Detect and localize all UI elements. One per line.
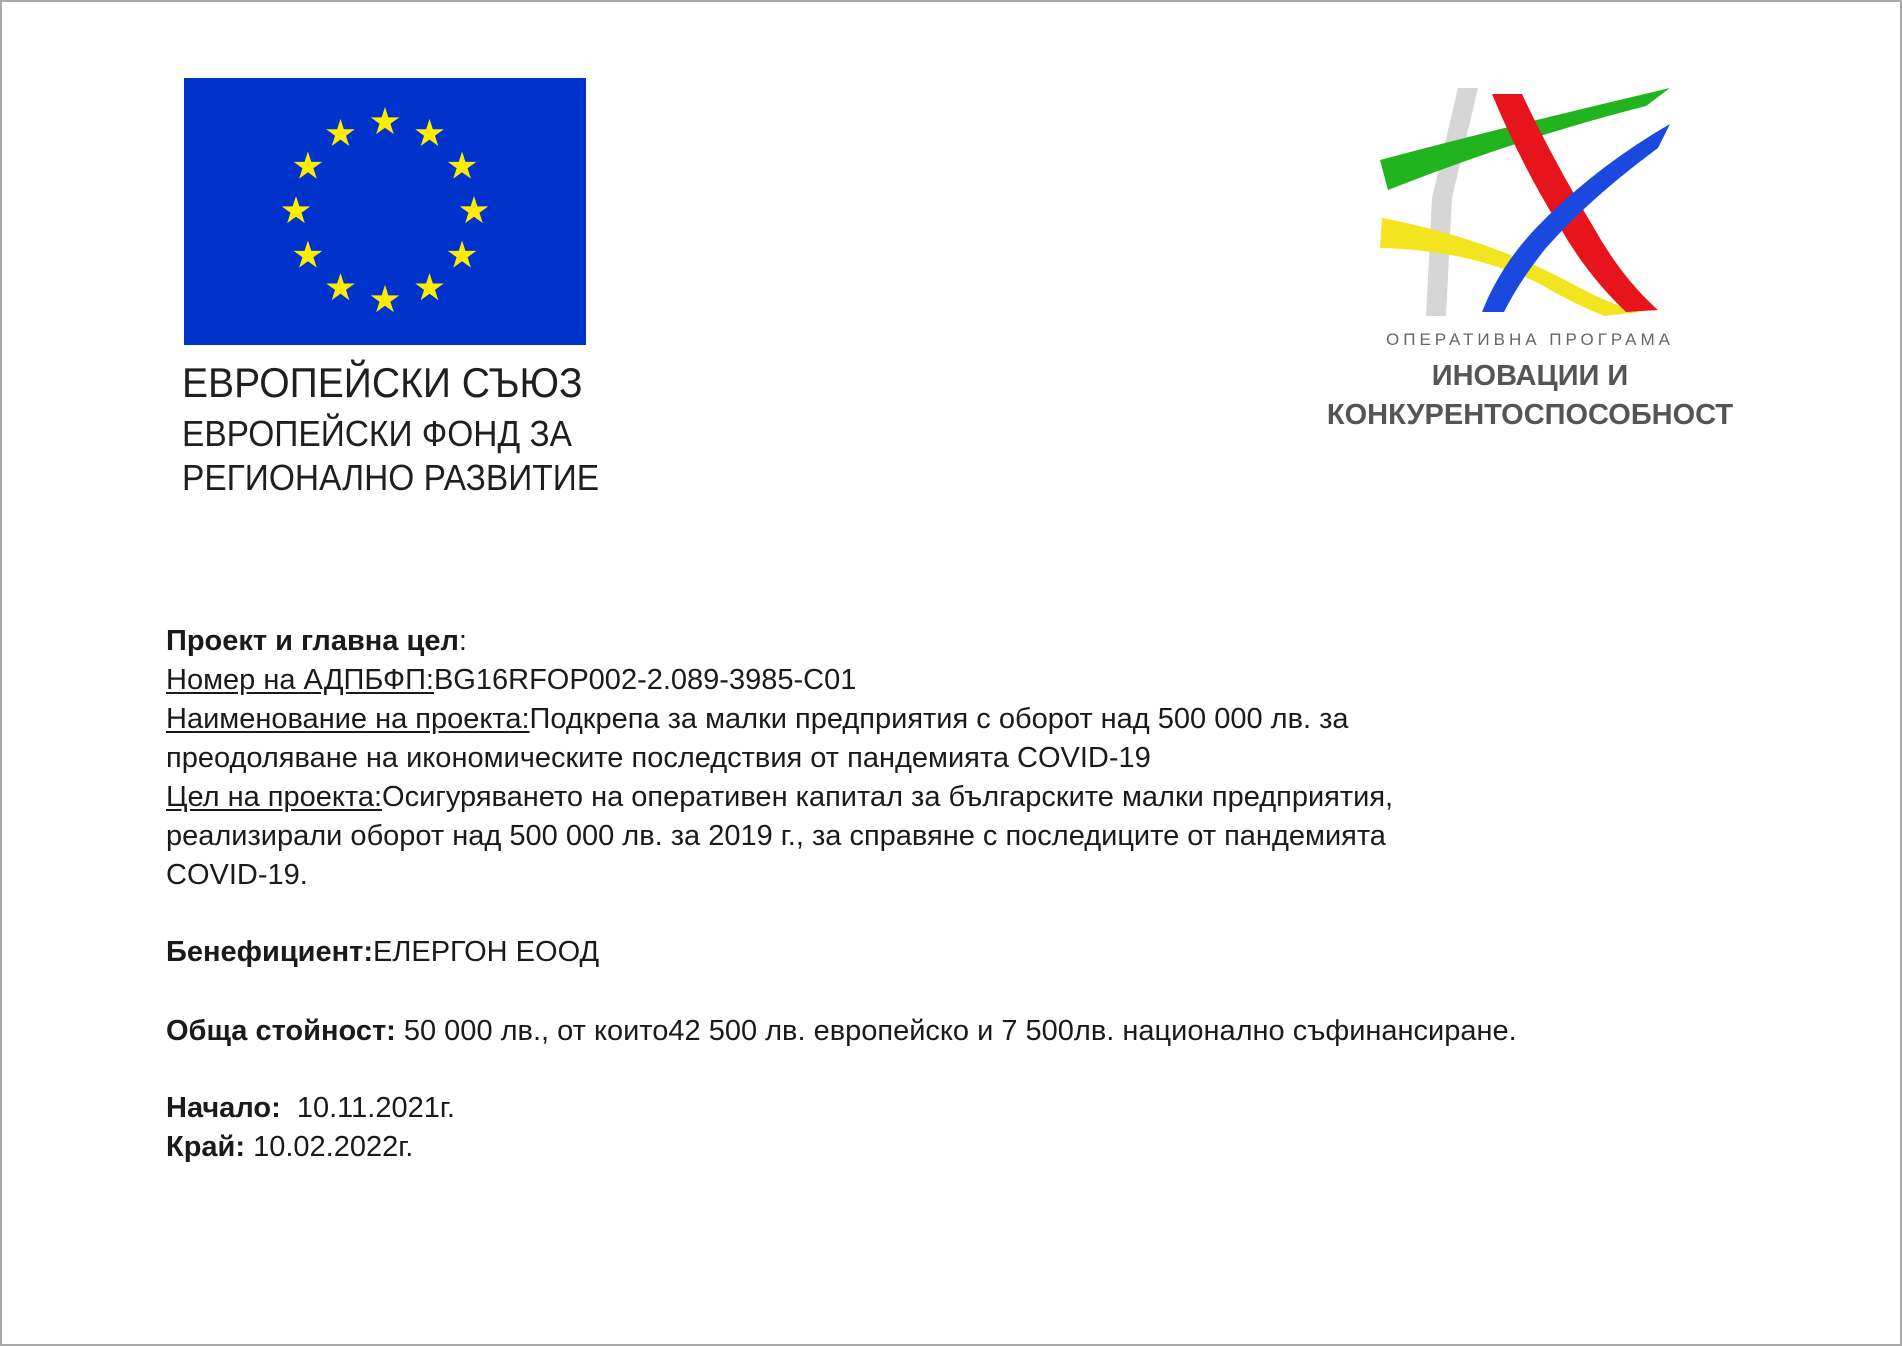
eu-logo-text	[182, 359, 631, 498]
start-value: 10.11.2021г.	[280, 1092, 455, 1124]
project-goal-value-3: COVID-19.	[166, 859, 308, 891]
op-name-line1: ИНОВАЦИИ И	[1431, 360, 1629, 392]
end-value: 10.02.2022г.	[245, 1131, 414, 1163]
op-kicker: ОПЕРАТИВНА ПРОГРАМА	[1386, 330, 1674, 349]
op-innovations-emblem-icon	[1380, 88, 1680, 316]
op-logo-caption	[1300, 330, 1760, 432]
eu-fund-line1: ЕВРОПЕЙСКИ ФОНД ЗА	[182, 413, 573, 454]
project-name-value-1: Подкрепа за малки предприятия с оборот над 500 000 лв. за	[529, 703, 1349, 735]
project-heading	[166, 622, 1786, 661]
project-goal-line-2	[166, 817, 1786, 856]
project-name-line	[166, 700, 1786, 739]
end-line	[166, 1128, 1786, 1167]
start-line	[166, 1089, 1786, 1128]
eu-fund-line2: РЕГИОНАЛНО РАЗВИТИЕ	[182, 457, 600, 498]
eu-flag-icon	[184, 78, 586, 345]
project-name-label: Наименование на проекта:	[166, 703, 530, 735]
project-goal-label: Цел на проекта:	[166, 781, 383, 813]
emblem-grey-stroke	[1426, 88, 1478, 316]
project-goal-value-1: Осигуряването на оперативен капитал за българските малки предприятия,	[382, 781, 1394, 813]
project-number-value: BG16RFOP002-2.089-3985-C01	[433, 664, 857, 696]
end-label: Край:	[166, 1131, 246, 1163]
beneficiary-value: ЕЛЕРГОН ЕООД	[372, 936, 600, 968]
total-line	[166, 1012, 1786, 1051]
total-value: 50 000 лв., от които42 500 лв. европейско и 7 500лв. национално съфинансиране.	[395, 1015, 1517, 1047]
project-name-value-2: преодоляване на икономическите последствия от пандемията COVID-19	[166, 742, 1151, 774]
spacer	[166, 972, 1786, 1012]
eu-title: ЕВРОПЕЙСКИ СЪЮЗ	[182, 359, 583, 406]
beneficiary-label: Бенефициент:	[166, 936, 373, 968]
project-number-line	[166, 661, 1786, 700]
project-heading-text: Проект и главна цел	[166, 625, 459, 657]
project-goal-line-3	[166, 856, 1786, 895]
total-label: Обща стойност:	[166, 1015, 396, 1047]
project-number-label: Номер на АДПБФП:	[166, 664, 434, 696]
project-name-line-2	[166, 739, 1786, 778]
spacer	[166, 1051, 1786, 1089]
start-label: Начало:	[166, 1092, 281, 1124]
project-info	[166, 622, 1786, 1167]
project-goal-line	[166, 778, 1786, 817]
beneficiary-line	[166, 933, 1786, 972]
spacer	[166, 895, 1786, 933]
op-name-line2: КОНКУРЕНТОСПОСОБНОСТ	[1326, 399, 1734, 431]
project-goal-value-2: реализирали оборот над 500 000 лв. за 2019 г., за справяне с последиците от пандемията	[166, 820, 1386, 852]
project-heading-colon: :	[458, 625, 467, 657]
